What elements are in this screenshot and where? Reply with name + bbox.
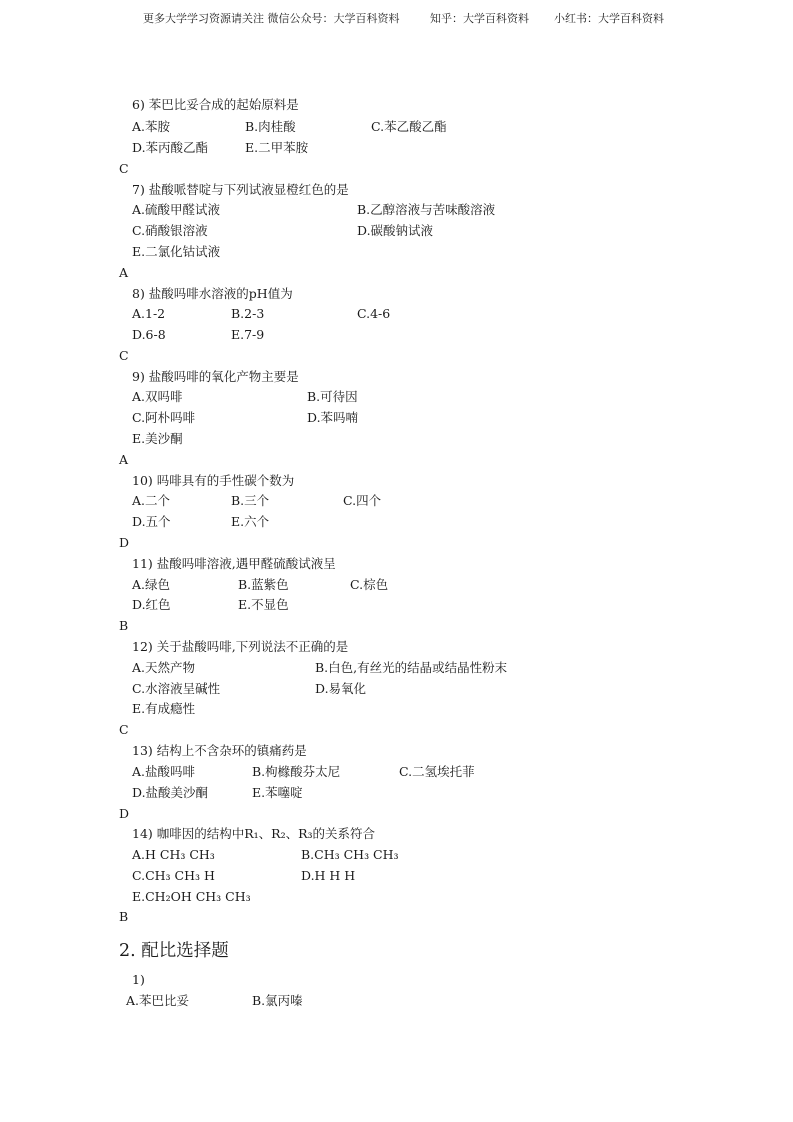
option-d: D.易氧化 (315, 681, 367, 696)
option-c: C.阿朴吗啡 (132, 410, 196, 425)
option-c: C.水溶液呈碱性 (132, 681, 221, 696)
option-a: A.绿色 (132, 577, 171, 592)
header-xiaohongshu: 小红书：大学百科资料 (554, 12, 664, 25)
option-a: A.二个 (132, 493, 171, 508)
answer: B (119, 909, 129, 924)
option-c: C.二氢埃托菲 (399, 764, 475, 779)
option-b: B.CH₃ CH₃ CH₃ (301, 847, 399, 862)
option-a: A.苯胺 (132, 119, 171, 134)
option-b: B.枸橼酸芬太尼 (252, 764, 341, 779)
option-d: D.盐酸美沙酮 (132, 785, 209, 800)
option-b: B.肉桂酸 (245, 119, 296, 134)
question-stem: 10) 吗啡具有的手性碳个数为 (132, 473, 295, 488)
option-e: E.苯噻啶 (252, 785, 303, 800)
option-c: C.苯乙酸乙酯 (371, 119, 447, 134)
answer: C (119, 722, 129, 737)
option-e: E.六个 (231, 514, 270, 529)
answer: A (119, 452, 129, 467)
answer: C (119, 161, 129, 176)
option-d: D.苯吗喃 (307, 410, 359, 425)
section-title: 2. 配比选择题 (119, 941, 229, 961)
option-e: E.7-9 (231, 327, 265, 342)
question-stem: 12) 关于盐酸吗啡,下列说法不正确的是 (132, 639, 349, 654)
option-b: B.乙醇溶液与苦味酸溶液 (357, 202, 496, 217)
option-e: E.美沙酮 (132, 431, 183, 446)
option-d: D.苯丙酸乙酯 (132, 140, 209, 155)
option-b: B.三个 (231, 493, 270, 508)
option-e: E.二氯化钴试液 (132, 244, 221, 259)
option-e: E.有成瘾性 (132, 701, 196, 716)
option-c: C.四个 (343, 493, 382, 508)
question-stem: 9) 盐酸吗啡的氧化产物主要是 (132, 369, 299, 384)
option-b: B.可待因 (307, 389, 358, 404)
option-c: C.CH₃ CH₃ H (132, 868, 215, 883)
answer: C (119, 348, 129, 363)
option-d: D.H H H (301, 868, 356, 883)
question-stem: 7) 盐酸哌替啶与下列试液显橙红色的是 (132, 182, 349, 197)
option-b: B.蓝紫色 (238, 577, 289, 592)
answer: D (119, 806, 130, 821)
question-stem: 8) 盐酸吗啡水溶液的pH值为 (132, 286, 293, 301)
header-wechat: 更多大学学习资源请关注 微信公众号：大学百科资料 (143, 12, 400, 25)
question-stem: 11) 盐酸吗啡溶液,遇甲醛硫酸试液呈 (132, 556, 336, 571)
answer: D (119, 535, 130, 550)
header-zhihu: 知乎：大学百科资料 (430, 12, 529, 25)
option-c: C.硝酸银溶液 (132, 223, 208, 238)
option-a: A.苯巴比妥 (126, 993, 190, 1008)
option-c: C.4-6 (357, 306, 391, 321)
question-stem: 6) 苯巴比妥合成的起始原料是 (132, 97, 299, 112)
question-stem: 13) 结构上不含杂环的镇痛药是 (132, 743, 307, 758)
option-d: D.6-8 (132, 327, 166, 342)
option-e: E.不显色 (238, 597, 289, 612)
answer: B (119, 618, 129, 633)
option-b: B.2-3 (231, 306, 265, 321)
option-e: E.二甲苯胺 (245, 140, 309, 155)
option-b: B.氯丙嗪 (252, 993, 303, 1008)
option-a: A.H CH₃ CH₃ (132, 847, 215, 862)
option-a: A.1-2 (132, 306, 166, 321)
option-a: A.天然产物 (132, 660, 196, 675)
option-a: A.双吗啡 (132, 389, 183, 404)
answer: A (119, 265, 129, 280)
option-a: A.硫酸甲醛试液 (132, 202, 221, 217)
option-d: D.红色 (132, 597, 171, 612)
sub-question-number: 1) (132, 972, 145, 987)
option-d: D.五个 (132, 514, 171, 529)
option-a: A.盐酸吗啡 (132, 764, 196, 779)
option-e: E.CH₂OH CH₃ CH₃ (132, 889, 251, 904)
option-d: D.碳酸钠试液 (357, 223, 434, 238)
option-c: C.棕色 (350, 577, 389, 592)
option-b: B.白色,有丝光的结晶或结晶性粉末 (315, 660, 508, 675)
question-stem: 14) 咖啡因的结构中R₁、R₂、R₃的关系符合 (132, 826, 376, 841)
